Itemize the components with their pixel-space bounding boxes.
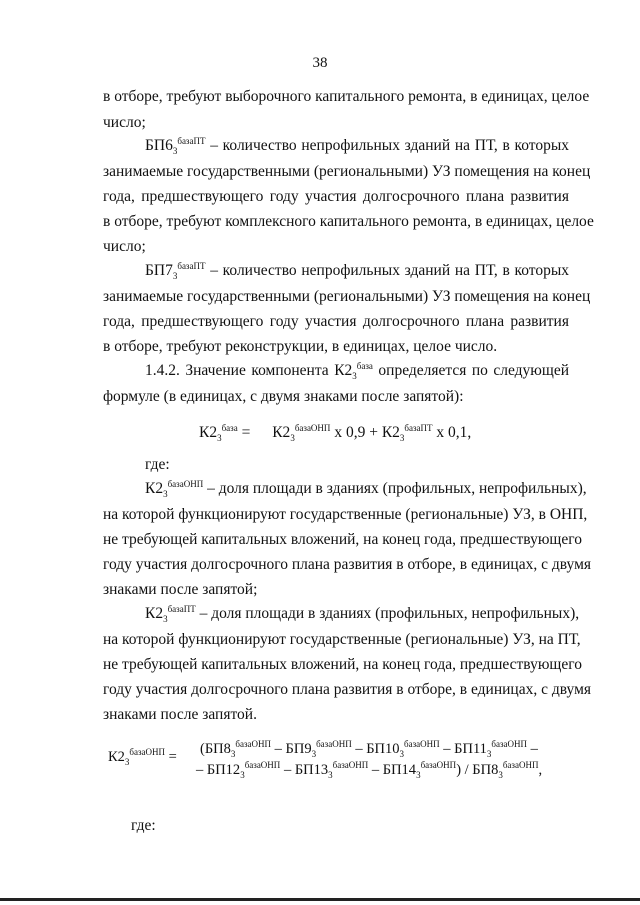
symbol: К2 [108,749,125,765]
subscript: 3 [399,748,405,759]
superscript: базаПТ [404,422,433,433]
operator: х 0,9 + [330,424,382,441]
term: (БП8 [200,741,231,757]
text-line: года, предшествующего году участия долгосрочного плана развития [103,188,569,205]
superscript: базаОНП [316,739,352,750]
text-line: – количество непрофильных зданий на ПТ, в которых [205,262,569,279]
subscript: 3 [498,769,503,780]
symbol: БП6 [145,137,173,154]
text-line: года, предшествующего году участия долгосрочного плана развития [103,313,569,330]
subscript: 3 [486,748,492,759]
subscript: 3 [163,489,168,500]
text-line: занимаемые государственными (региональными) УЗ помещения на конец [103,288,591,305]
superscript: базаПТ [177,135,206,146]
text-line: на которой функционируют государственные (региональные) УЗ, на ПТ, [103,631,581,648]
text-line: знаками после запятой; [103,581,258,598]
definition-bp6 [145,137,569,155]
text-line: формуле (в единицах, с двумя знаками после запятой): [103,388,464,405]
term: – БП11 [439,741,487,757]
superscript: база [356,360,373,371]
text-line: не требующей капитальных вложений, на конец года, предшествующего [103,656,582,673]
text: 1.4.2. Значение компонента [145,362,335,379]
text-line: число; [103,114,146,131]
subscript: 3 [328,769,333,780]
symbol: К2 [381,424,400,441]
term: – БП13 [280,762,329,778]
formula-k2-onp-line2 [196,762,542,779]
definition-bp7 [145,262,569,280]
formula-k2-baza [199,424,471,442]
subscript: 3 [290,433,295,444]
text-line: число; [103,238,146,255]
subscript: 3 [217,433,222,444]
subscript: 3 [240,769,245,780]
subscript: 3 [124,756,130,767]
text-line: в отборе, требуют реконструкции, в единицах, целое число. [103,338,498,355]
scan-edge-line [0,898,640,901]
text-line: не требующей капитальных вложений, на конец года, предшествующего [103,531,582,548]
superscript: базаОНП [491,739,528,750]
formula-k2-onp-lhs [108,749,177,766]
subscript: 3 [352,371,357,382]
symbol: К2 [145,480,164,497]
operator: – [527,741,538,757]
superscript: базаОНП [167,478,204,489]
text-line: в отборе, требуют комплексного капитального ремонта, в единицах, целое [103,213,594,230]
superscript: базаОНП [502,760,539,771]
subscript: 3 [311,748,317,759]
text-line: году участия долгосрочного плана развития в отборе, в единицах, с двумя [103,681,592,698]
text-line: – количество непрофильных зданий на ПТ, в которых [205,137,569,154]
term: – БП14 [368,762,417,778]
superscript: базаОНП [404,739,440,750]
definition-k2-onp [145,478,587,500]
text-line: знаками после запятой. [103,706,257,723]
subscript: 3 [230,748,236,759]
text-line: на которой функционируют государственные (региональные) УЗ, в ОНП, [103,506,588,523]
text: определяется по следующей [372,362,569,379]
subscript: 3 [172,146,178,157]
superscript: база [221,422,238,433]
text-line: занимаемые государственными (региональными) УЗ помещения на конец [103,163,591,180]
superscript: базаОНП [332,760,369,771]
operator: = [237,424,255,441]
text-line: – доля площади в зданиях (профильных, непрофильных), [195,605,580,622]
where-label: где: [145,456,170,473]
term: – БП10 [351,741,400,757]
superscript: базаОНП [244,760,281,771]
symbol: К2 [145,605,164,622]
term: ) / БП8 [456,762,499,778]
superscript: базаОНП [420,760,457,771]
text-line: в отборе, требуют выборочного капитального ремонта, в единицах, целое [103,88,590,105]
text-line: – доля площади в зданиях (профильных, непрофильных), [203,480,587,497]
symbol: К2 [199,424,218,441]
operator: х 0,1, [432,424,472,441]
symbol: К2 [272,424,291,441]
superscript: базаОНП [294,422,331,433]
where-label: где: [131,817,156,834]
term: – БП9 [271,741,312,757]
subscript: 3 [163,614,168,625]
operator: , [538,762,543,778]
superscript: базаОНП [235,739,272,750]
subscript: 3 [416,769,421,780]
term: – БП12 [196,762,241,778]
definition-k2-pt [145,603,580,625]
symbol: К2 [334,362,353,379]
superscript: базаПТ [177,260,206,271]
formula-k2-onp-line1 [200,741,538,758]
section-1-4-2 [145,362,569,380]
operator: = [165,749,177,765]
symbol: БП7 [145,262,173,279]
superscript: базаОНП [129,747,166,758]
subscript: 3 [172,271,178,282]
page-number: 38 [312,55,328,71]
text-line: году участия долгосрочного плана развития в отборе, в единицах, с двумя [103,556,592,573]
subscript: 3 [399,433,405,444]
superscript: базаПТ [167,603,196,614]
